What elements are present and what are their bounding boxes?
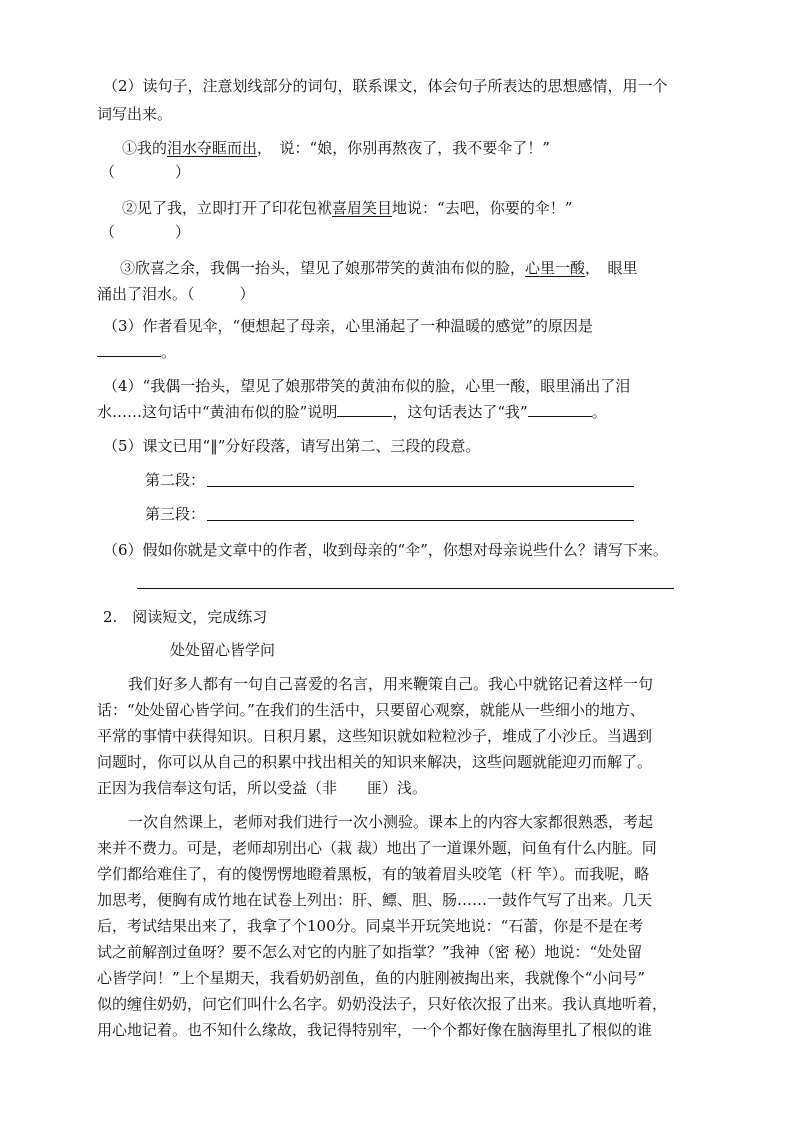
q2-line1: （2）读句子，注意划线部分的词句，联系课文，体会句子所表达的思想感情，用一个	[103, 77, 668, 95]
para2-line: 似的缠住奶奶，问它们叫什么名字。奶奶没法子，只好依次报了出来。我认真地听着，	[97, 995, 668, 1013]
q6-answer-line[interactable]	[137, 588, 674, 589]
q4-line2	[97, 402, 607, 422]
q3-answer[interactable]	[97, 342, 176, 362]
q4-blank-1[interactable]	[337, 402, 392, 417]
para2-line: 用心地记着。也不知什么缘故，我记得特别牢，一个个都好像在脑海里扎了根似的谁	[97, 1021, 653, 1039]
para2-line: 后，考试结果出来了，我拿了个100分。同桌半开玩笑地说：“石蕾，你是不是在考	[97, 917, 644, 935]
para2-line: 学们都给难住了，有的傻愣愣地瞪着黑板，有的皱着眉头咬笔（杆 竿）。而我呢，略	[97, 865, 650, 883]
q2-s1-answer-paren[interactable]: （ ）	[100, 163, 191, 181]
para1-line: 平常的事情中获得知识。日积月累，这些知识就如粒粒沙子，堆成了小沙丘。当遇到	[97, 727, 653, 745]
para1-line: 我们好多人都有一句自己喜爱的名言，用来鞭策自己。我心中就铭记着这样一句	[128, 675, 654, 693]
para2-line: 来并不费力。可是，老师却别出心（栽 裁）地出了一道课外题，问鱼有什么内脏。同	[97, 839, 657, 857]
q2-s1-post: ， 说：“娘，你别再熬夜了，我不要伞了！”	[257, 139, 550, 157]
q6-line1: （6）假如你就是文章中的作者，收到母亲的“伞”，你想对母亲说些什么？请写下来。	[103, 541, 668, 559]
q3-end: 。	[161, 343, 177, 361]
q2-s3-pre: ③欣喜之余，我偶一抬头，望见了娘那带笑的黄油布似的脸，	[120, 259, 526, 277]
q2-s3-underlined: 心里一酸	[525, 259, 586, 277]
q2-s1-pre: ①我的	[122, 139, 168, 157]
section2-heading: 2. 阅读短文，完成练习	[103, 608, 268, 626]
q3-answer-blank[interactable]	[97, 342, 161, 357]
q2-s2-post: 地说：“去吧，你要的伞！”	[392, 199, 573, 217]
q2-sentence-2	[122, 198, 572, 218]
q2-s3-post: ， 眼里	[585, 259, 638, 277]
q2-sentence-1	[122, 138, 550, 158]
q2-s1-underlined: 泪水夺眶而出	[167, 139, 258, 157]
para2-line: 一次自然课上，老师对我们进行一次小测验。课本上的内容大家都很熟悉，考起	[128, 813, 654, 831]
para1-line: 问题时，你可以从自己的积累中找出相关的知识来解决，这些问题就能迎刃而解了。	[97, 753, 653, 771]
q4-blank-2[interactable]	[528, 402, 592, 417]
q3-line1: （3）作者看见伞，“便想起了母亲，心里涌起了一种温暖的感觉”的原因是	[103, 317, 593, 335]
passage-title: 处处留心皆学问	[170, 641, 276, 659]
q2-s2-pre: ②见了我，立即打开了印花包袱	[122, 199, 333, 217]
q2-s2-answer-paren[interactable]: （ ）	[100, 223, 191, 241]
q5-para2-label: 第二段：	[145, 471, 206, 489]
q4-line2-b: ，这句话表达了“我”	[392, 403, 528, 421]
q2-s2-underlined: 喜眉笑目	[332, 199, 393, 217]
q2-sentence-3	[120, 258, 638, 278]
para1-line: 正因为我信奉这句话，所以受益（非 匪）浅。	[97, 779, 428, 797]
para2-line: 加思考，便胸有成竹地在试卷上列出：肝、鳔、胆、肠……一鼓作气写了出来。几天	[97, 891, 653, 909]
q4-line1: （4）“我偶一抬头，望见了娘那带笑的黄油布似的脸，心里一酸，眼里涌出了泪	[103, 377, 631, 395]
q4-line2-a: 水……这句话中“黄油布似的脸”说明	[97, 403, 338, 421]
q5-para2-answer-line[interactable]	[207, 486, 634, 487]
q2-line2: 词写出来。	[97, 105, 173, 123]
para2-line: 心皆学问！”上个星期天，我看奶奶剖鱼，鱼的内脏刚被掏出来，我就像个“小问号”	[97, 969, 646, 987]
para2-line: 试之前解剖过鱼呀？要不怎么对它的内脏了如指掌？”我神（密 秘）地说：“处处留	[97, 943, 643, 961]
q2-s3-line2[interactable]: 涌出了泪水。（ ）	[97, 285, 255, 303]
q4-line2-c: 。	[591, 403, 607, 421]
q5-para3-answer-line[interactable]	[207, 520, 634, 521]
q5-para3-label: 第三段：	[145, 505, 206, 523]
q5-line1: （5）课文已用“‖”分好段落，请写出第二、三段的段意。	[103, 437, 481, 455]
para1-line: 话：“处处留心皆学问。”在我们的生活中，只要留心观察，就能从一些细小的地方、	[97, 701, 645, 719]
